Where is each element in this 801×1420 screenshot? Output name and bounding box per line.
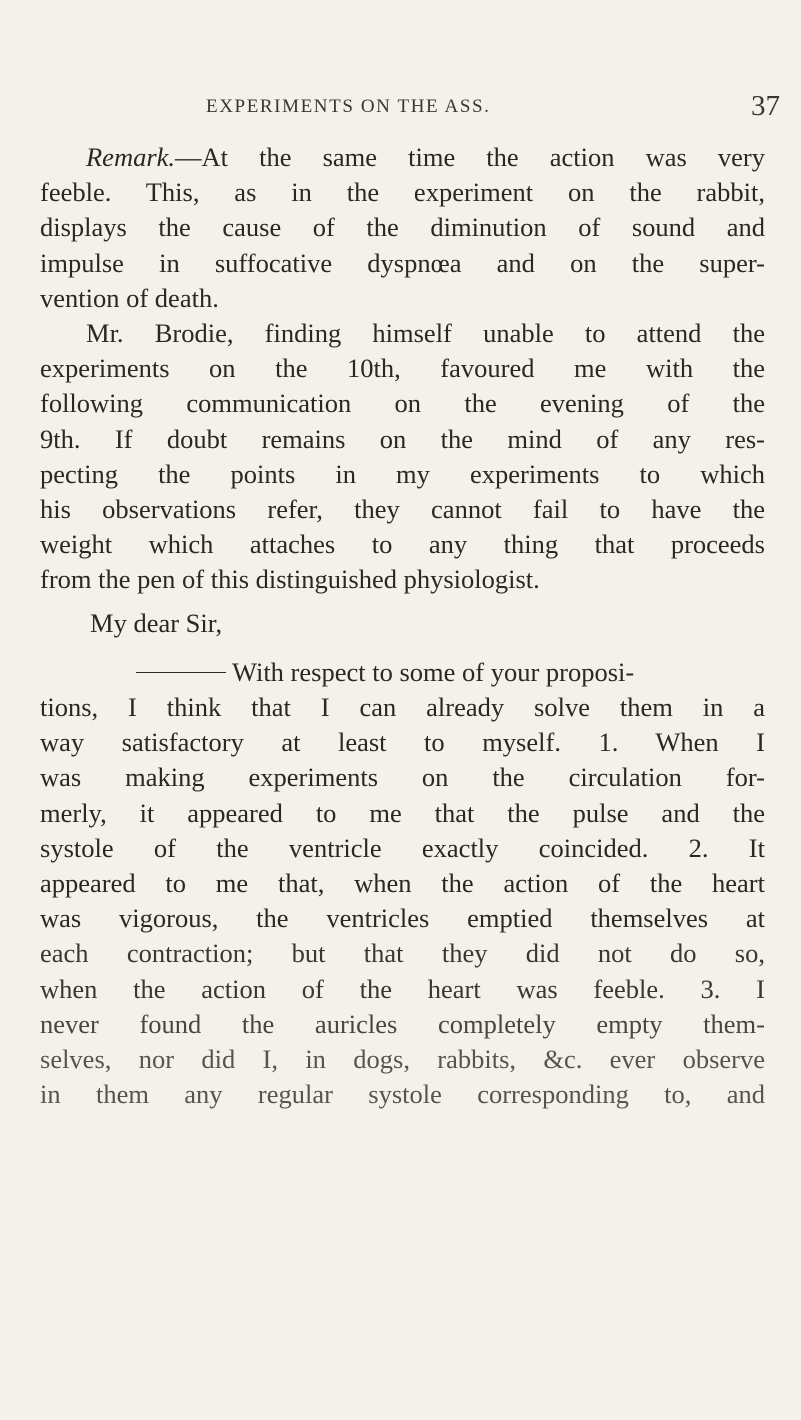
text-line: was vigorous, the ventricles emptied themselves at bbox=[40, 903, 765, 934]
text-line: merly, it appeared to me that the pulse and the bbox=[40, 797, 765, 828]
text-line bbox=[40, 655, 765, 690]
text-line-content: —At the same time the action was very bbox=[175, 142, 765, 172]
text-line: from the pen of this distinguished physiologist. bbox=[40, 564, 540, 595]
text-line: appeared to me that, when the action of the heart bbox=[40, 868, 765, 899]
text-line: vention of death. bbox=[40, 282, 219, 313]
text-line: impulse in suffocative dyspnœa and on the super- bbox=[40, 247, 765, 278]
text-line: feeble. This, as in the experiment on the rabbit, bbox=[40, 177, 765, 208]
text-line: experiments on the 10th, favoured me with the bbox=[40, 353, 765, 384]
letter-paragraph bbox=[40, 655, 765, 1113]
text-line: in them any regular systole corresponding to, and bbox=[40, 1079, 765, 1110]
text-line: following communication on the evening of the bbox=[40, 388, 765, 419]
text-line: systole of the ventricle exactly coincided. 2. It bbox=[40, 832, 765, 863]
text-line: each contraction; but that they did not do so, bbox=[40, 938, 765, 969]
em-dash-rule bbox=[136, 672, 226, 673]
brodie-paragraph bbox=[40, 316, 765, 598]
text-line: weight which attaches to any thing that proceeds bbox=[40, 529, 765, 560]
text-line-content: With respect to some of your proposi- bbox=[232, 656, 635, 687]
text-line: was making experiments on the circulation for- bbox=[40, 762, 765, 793]
text-line: Mr. Brodie, finding himself unable to attend the bbox=[86, 318, 765, 349]
text-line: when the action of the heart was feeble. 3. I bbox=[40, 973, 765, 1004]
text-line bbox=[40, 140, 765, 175]
text-line: way satisfactory at least to myself. 1. When I bbox=[40, 727, 765, 758]
running-title: EXPERIMENTS ON THE ASS. bbox=[206, 96, 491, 117]
page-body bbox=[40, 140, 765, 1112]
text-line: tions, I think that I can already solve them in a bbox=[40, 692, 765, 723]
text-line: selves, nor did I, in dogs, rabbits, &c. ever observe bbox=[40, 1044, 765, 1075]
letter-salutation: My dear Sir, bbox=[90, 607, 223, 638]
text-line: never found the auricles completely empty them- bbox=[40, 1008, 765, 1039]
text-line: 9th. If doubt remains on the mind of any res- bbox=[40, 423, 765, 454]
remark-paragraph bbox=[40, 140, 765, 316]
text-line: his observations refer, they cannot fail to have the bbox=[40, 494, 765, 525]
remark-label: Remark. bbox=[86, 142, 176, 172]
text-line: displays the cause of the diminution of sound and bbox=[40, 212, 765, 243]
page-number: 37 bbox=[751, 90, 780, 122]
text-line: pecting the points in my experiments to which bbox=[40, 458, 765, 489]
running-head bbox=[40, 90, 780, 130]
